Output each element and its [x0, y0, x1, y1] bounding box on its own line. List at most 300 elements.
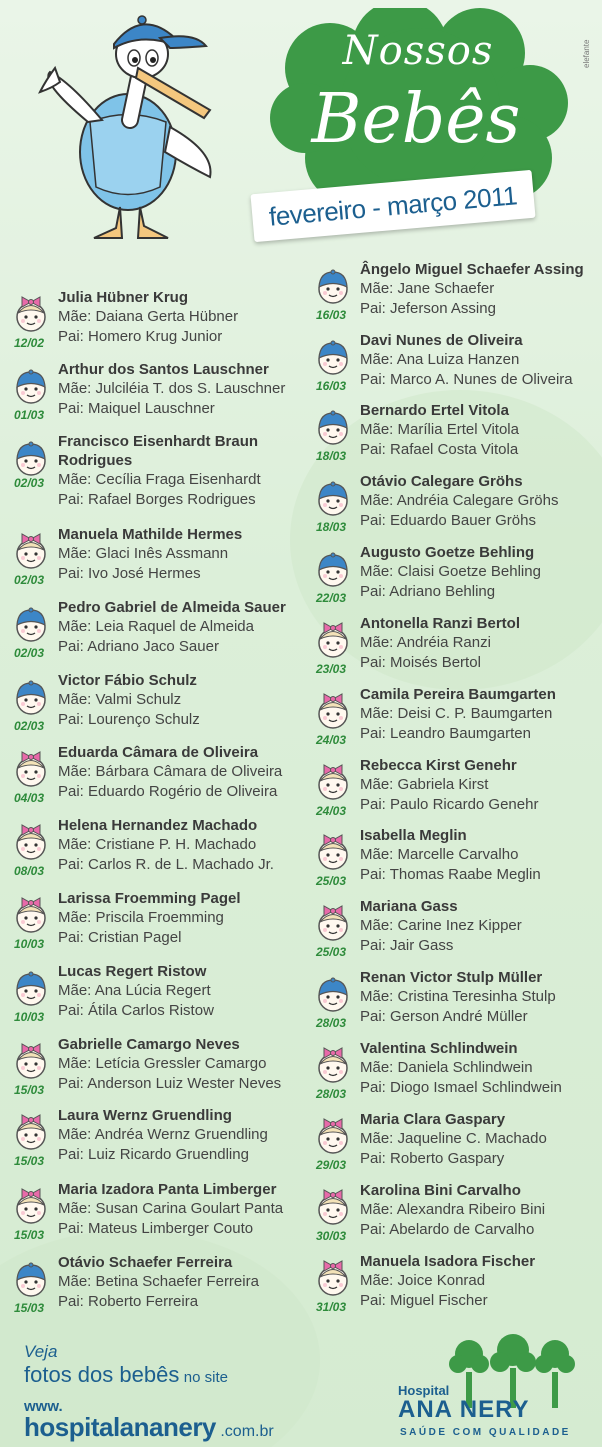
mother-label: Mãe: — [360, 634, 394, 651]
baby-name: Augusto Goetze Behling — [360, 544, 535, 561]
logo-hospital-name: ANA NERY — [398, 1396, 530, 1423]
mother-label: Mãe: — [58, 545, 92, 562]
father-label: Pai: — [360, 725, 386, 742]
baby-birth-date: 18/03 — [315, 449, 347, 463]
mother-label: Mãe: — [58, 763, 92, 780]
mother-line — [360, 1129, 602, 1148]
mother-line — [58, 981, 310, 1000]
father-name: Cristian Pagel — [88, 929, 182, 946]
baby-birth-date: 16/03 — [315, 308, 347, 322]
baby-birth-date: 15/03 — [13, 1083, 45, 1097]
father-name: Átila Carlos Ristow — [88, 1002, 214, 1019]
father-name: Ivo José Hermes — [88, 565, 201, 582]
baby-entry — [12, 1253, 312, 1319]
baby-girl-icon — [314, 1047, 352, 1085]
mother-name: Julciléia T. dos S. Lauschner — [95, 380, 286, 397]
baby-name: Antonella Ranzi Bertol — [360, 615, 521, 632]
baby-entry — [314, 472, 602, 538]
father-line — [58, 1219, 310, 1238]
baby-birth-date: 25/03 — [315, 874, 347, 888]
baby-girl-icon — [12, 897, 50, 935]
father-name: Roberto Ferreira — [88, 1293, 199, 1310]
father-label: Pai: — [58, 856, 84, 873]
mother-name: Deisi C. P. Baumgarten — [397, 705, 553, 722]
baby-birth-date: 15/03 — [13, 1154, 45, 1168]
date-range-banner: fevereiro - março 2011 — [250, 170, 535, 242]
baby-name: Lucas Regert Ristow — [58, 963, 207, 980]
mother-line — [360, 491, 602, 510]
father-line — [58, 399, 310, 418]
father-name: Anderson Luiz Wester Neves — [87, 1075, 282, 1092]
father-label: Pai: — [360, 300, 386, 317]
baby-name: Laura Wernz Gruendling — [58, 1107, 232, 1124]
father-label: Pai: — [360, 371, 386, 388]
baby-name: Manuela Mathilde Hermes — [58, 526, 243, 543]
mother-label: Mãe: — [360, 1059, 394, 1076]
mother-label: Mãe: — [58, 691, 92, 708]
mother-line — [58, 1125, 310, 1144]
baby-girl-icon — [12, 1114, 50, 1152]
baby-birth-date: 23/03 — [315, 662, 347, 676]
mother-label: Mãe: — [58, 618, 92, 635]
father-line — [360, 653, 602, 672]
baby-girl-icon — [314, 1189, 352, 1227]
mother-label: Mãe: — [360, 351, 394, 368]
father-line — [360, 795, 602, 814]
mother-line — [58, 762, 310, 781]
father-name: Maiquel Lauschner — [88, 400, 215, 417]
baby-entry — [314, 614, 602, 680]
father-label: Pai: — [360, 583, 386, 600]
father-label: Pai: — [360, 1221, 386, 1238]
baby-birth-date: 22/03 — [315, 591, 347, 605]
baby-name: Arthur dos Santos Lauschner — [58, 361, 269, 378]
father-line — [360, 370, 602, 389]
mother-name: Gabriela Kirst — [397, 776, 489, 793]
baby-boy-icon — [314, 268, 352, 306]
baby-entry — [12, 671, 312, 737]
mother-label: Mãe: — [58, 982, 92, 999]
father-name: Miguel Fischer — [390, 1292, 488, 1309]
father-name: Abelardo de Carvalho — [389, 1221, 535, 1238]
mother-label: Mãe: — [58, 1055, 92, 1072]
baby-girl-icon — [314, 905, 352, 943]
baby-entry — [314, 1039, 602, 1105]
footer-site-name: hospitalananery — [24, 1412, 216, 1442]
baby-entry — [314, 1252, 602, 1318]
father-name: Eduardo Bauer Gröhs — [390, 512, 536, 529]
baby-girl-icon — [12, 296, 50, 334]
father-name: Homero Krug Junior — [88, 328, 223, 345]
father-line — [360, 1220, 602, 1239]
baby-name: Rebecca Kirst Genehr — [360, 757, 517, 774]
mother-line — [58, 1272, 310, 1291]
father-name: Thomas Raabe Meglin — [389, 866, 541, 883]
baby-name: Maria Clara Gaspary — [360, 1111, 506, 1128]
mother-line — [360, 1058, 602, 1077]
baby-entry — [314, 826, 602, 892]
father-line — [58, 1001, 310, 1020]
father-line — [360, 1078, 602, 1097]
baby-birth-date: 24/03 — [315, 804, 347, 818]
father-label: Pai: — [58, 328, 84, 345]
mother-name: Ana Luiza Hanzen — [396, 351, 520, 368]
baby-boy-icon — [12, 1261, 50, 1299]
father-label: Pai: — [360, 866, 386, 883]
father-line — [360, 724, 602, 743]
baby-entry — [12, 962, 312, 1028]
baby-entry — [314, 1110, 602, 1176]
mother-name: Ana Lúcia Regert — [94, 982, 211, 999]
father-name: Roberto Gaspary — [390, 1150, 505, 1167]
mother-name: Letícia Gressler Camargo — [95, 1055, 267, 1072]
baby-birth-date: 10/03 — [13, 937, 45, 951]
father-line — [58, 782, 310, 801]
baby-entry — [314, 1181, 602, 1247]
baby-name: Pedro Gabriel de Almeida Sauer — [58, 599, 286, 616]
mother-line — [360, 775, 602, 794]
father-name: Jair Gass — [390, 937, 454, 954]
mother-name: Priscila Froemming — [95, 909, 224, 926]
mother-label: Mãe: — [58, 836, 92, 853]
father-name: Mateus Limberger Couto — [88, 1220, 254, 1237]
father-line — [360, 1007, 602, 1026]
mother-label: Mãe: — [58, 380, 92, 397]
baby-name: Otávio Schaefer Ferreira — [58, 1254, 233, 1271]
father-name: Adriano Jaco Sauer — [87, 638, 219, 655]
mother-line — [360, 562, 602, 581]
baby-birth-date: 29/03 — [315, 1158, 347, 1172]
father-label: Pai: — [58, 1146, 84, 1163]
footer-www: www. — [24, 1398, 63, 1415]
father-name: Rafael Costa Vitola — [390, 441, 519, 458]
mother-name: Betina Schaefer Ferreira — [95, 1273, 259, 1290]
baby-boy-icon — [12, 368, 50, 406]
father-name: Rafael Borges Rodrigues — [88, 491, 256, 508]
baby-entry — [314, 543, 602, 609]
father-label: Pai: — [58, 1220, 84, 1237]
baby-birth-date: 15/03 — [13, 1301, 45, 1315]
mother-line — [58, 908, 310, 927]
mother-line — [58, 470, 310, 489]
baby-name: Isabella Meglin — [360, 827, 467, 844]
mother-name: Marília Ertel Vitola — [397, 421, 519, 438]
baby-name: Larissa Froemming Pagel — [58, 890, 241, 907]
mother-label: Mãe: — [360, 492, 394, 509]
father-label: Pai: — [360, 1292, 386, 1309]
baby-name: Manuela Isadora Fischer — [360, 1253, 536, 1270]
father-name: Moisés Bertol — [390, 654, 481, 671]
father-label: Pai: — [58, 1002, 84, 1019]
mother-label: Mãe: — [58, 909, 92, 926]
baby-boy-icon — [314, 480, 352, 518]
father-line — [58, 637, 310, 656]
baby-entry — [12, 598, 312, 664]
mother-name: Alexandra Ribeiro Bini — [396, 1201, 546, 1218]
father-line — [58, 928, 310, 947]
father-label: Pai: — [58, 1075, 84, 1092]
father-line — [360, 1149, 602, 1168]
mother-line — [360, 704, 602, 723]
baby-girl-icon — [12, 533, 50, 571]
father-label: Pai: — [58, 565, 84, 582]
baby-birth-date: 12/02 — [13, 336, 45, 350]
mother-line — [360, 633, 602, 652]
father-label: Pai: — [360, 654, 386, 671]
baby-boy-icon — [314, 339, 352, 377]
father-name: Leandro Baumgarten — [390, 725, 531, 742]
father-name: Paulo Ricardo Genehr — [390, 796, 539, 813]
baby-entry — [12, 288, 312, 354]
mother-label: Mãe: — [360, 917, 394, 934]
title-line-1: Nossos — [342, 28, 494, 74]
baby-entry — [12, 1180, 312, 1246]
mother-label: Mãe: — [58, 471, 92, 488]
baby-girl-icon — [12, 1043, 50, 1081]
father-line — [360, 1291, 602, 1310]
baby-entry — [314, 968, 602, 1034]
baby-birth-date: 28/03 — [315, 1016, 347, 1030]
mother-line — [360, 1200, 602, 1219]
baby-birth-date: 10/03 — [13, 1010, 45, 1024]
mother-line — [58, 379, 310, 398]
father-label: Pai: — [360, 1008, 386, 1025]
father-label: Pai: — [360, 937, 386, 954]
baby-name: Camila Pereira Baumgarten — [360, 686, 556, 703]
logo-tagline: SAÚDE COM QUALIDADE — [400, 1427, 571, 1438]
mother-line — [360, 987, 602, 1006]
father-name: Luiz Ricardo Gruendling — [88, 1146, 249, 1163]
baby-name: Karolina Bini Carvalho — [360, 1182, 521, 1199]
mother-name: Carine Inez Kipper — [397, 917, 522, 934]
baby-birth-date: 02/03 — [13, 646, 45, 660]
baby-name: Maria Izadora Panta Limberger — [58, 1181, 277, 1198]
father-name: Gerson André Müller — [390, 1008, 528, 1025]
baby-girl-icon — [314, 834, 352, 872]
baby-birth-date: 30/03 — [315, 1229, 347, 1243]
father-label: Pai: — [58, 929, 84, 946]
father-label: Pai: — [58, 491, 84, 508]
baby-entry — [12, 360, 312, 426]
baby-birth-date: 18/03 — [315, 520, 347, 534]
baby-entry — [12, 889, 312, 955]
baby-girl-icon — [12, 1188, 50, 1226]
baby-boy-icon — [314, 551, 352, 589]
baby-boy-icon — [12, 970, 50, 1008]
father-line — [58, 1145, 310, 1164]
footer-no-site: no site — [183, 1369, 228, 1386]
mother-label: Mãe: — [58, 1200, 92, 1217]
mother-label: Mãe: — [360, 1272, 394, 1289]
baby-entry — [314, 401, 602, 467]
baby-name: Davi Nunes de Oliveira — [360, 332, 523, 349]
mother-line — [58, 1054, 310, 1073]
baby-name: Francisco Eisenhardt Braun Rodrigues — [58, 433, 259, 469]
father-label: Pai: — [58, 1293, 84, 1310]
father-label: Pai: — [58, 400, 84, 417]
mother-name: Susan Carina Goulart Panta — [95, 1200, 284, 1217]
mother-label: Mãe: — [360, 1130, 394, 1147]
father-name: Marco A. Nunes de Oliveira — [390, 371, 573, 388]
mother-name: Claisi Goetze Behling — [397, 563, 541, 580]
footer-photos-line — [24, 1362, 228, 1388]
father-label: Pai: — [360, 441, 386, 458]
baby-birth-date: 28/03 — [315, 1087, 347, 1101]
father-line — [360, 936, 602, 955]
baby-entry — [314, 756, 602, 822]
baby-boy-icon — [314, 976, 352, 1014]
mother-label: Mãe: — [360, 563, 394, 580]
footer-site-link[interactable] — [24, 1412, 274, 1443]
baby-girl-icon — [314, 693, 352, 731]
mother-label: Mãe: — [360, 705, 394, 722]
baby-name: Mariana Gass — [360, 898, 458, 915]
baby-entry — [12, 1106, 312, 1172]
baby-entry — [314, 331, 602, 397]
mother-line — [58, 690, 310, 709]
baby-birth-date: 08/03 — [13, 864, 45, 878]
mother-line — [58, 544, 310, 563]
footer-site-tld: .com.br — [220, 1423, 274, 1440]
father-label: Pai: — [360, 512, 386, 529]
father-name: Jeferson Assing — [390, 300, 496, 317]
baby-name: Bernardo Ertel Vitola — [360, 402, 509, 419]
mother-line — [360, 420, 602, 439]
mother-label: Mãe: — [58, 308, 92, 325]
mother-label: Mãe: — [360, 1201, 394, 1218]
father-line — [360, 582, 602, 601]
baby-name: Julia Hübner Krug — [58, 289, 189, 306]
father-label: Pai: — [58, 783, 84, 800]
mother-label: Mãe: — [360, 280, 394, 297]
mother-name: Joice Konrad — [397, 1272, 486, 1289]
baby-name: Valentina Schlindwein — [360, 1040, 518, 1057]
baby-entry — [12, 816, 312, 882]
father-line — [360, 299, 602, 318]
father-label: Pai: — [58, 638, 84, 655]
mother-name: Daniela Schlindwein — [397, 1059, 533, 1076]
baby-birth-date: 25/03 — [315, 945, 347, 959]
father-line — [58, 490, 310, 509]
baby-girl-icon — [314, 622, 352, 660]
mother-name: Daiana Gerta Hübner — [95, 308, 239, 325]
mother-name: Bárbara Câmara de Oliveira — [95, 763, 283, 780]
mother-name: Andréia Calegare Gröhs — [396, 492, 559, 509]
mother-line — [58, 307, 310, 326]
baby-birth-date: 02/03 — [13, 476, 45, 490]
mother-name: Cristiane P. H. Machado — [95, 836, 257, 853]
mother-line — [360, 916, 602, 935]
baby-girl-icon — [314, 1260, 352, 1298]
father-line — [58, 327, 310, 346]
footer-veja: Veja — [24, 1342, 58, 1361]
stork-mascot-icon — [10, 2, 260, 252]
father-line — [58, 1074, 310, 1093]
baby-birth-date: 02/03 — [13, 573, 45, 587]
baby-girl-icon — [314, 764, 352, 802]
father-name: Lourenço Schulz — [88, 711, 200, 728]
baby-birth-date: 01/03 — [13, 408, 45, 422]
baby-entry — [12, 525, 312, 591]
father-line — [360, 511, 602, 530]
baby-girl-icon — [12, 751, 50, 789]
baby-birth-date: 31/03 — [315, 1300, 347, 1314]
mother-name: Andréa Wernz Gruendling — [94, 1126, 268, 1143]
side-brand-label: elefante — [582, 39, 591, 68]
baby-name: Victor Fábio Schulz — [58, 672, 197, 689]
mother-line — [58, 617, 310, 636]
baby-birth-date: 04/03 — [13, 791, 45, 805]
mother-name: Jane Schaefer — [397, 280, 495, 297]
baby-boy-icon — [314, 409, 352, 447]
mother-name: Andréia Ranzi — [396, 634, 491, 651]
baby-girl-icon — [12, 824, 50, 862]
mother-label: Mãe: — [360, 988, 394, 1005]
baby-name: Eduarda Câmara de Oliveira — [58, 744, 259, 761]
title-line-2: Bebês — [311, 80, 521, 159]
mother-line — [360, 350, 602, 369]
mother-label: Mãe: — [58, 1126, 92, 1143]
father-line — [360, 440, 602, 459]
logo-hospital-word: Hospital — [398, 1383, 450, 1398]
baby-name: Helena Hernandez Machado — [58, 817, 258, 834]
baby-entry — [314, 897, 602, 963]
mother-name: Valmi Schulz — [95, 691, 182, 708]
father-name: Adriano Behling — [389, 583, 496, 600]
mother-name: Cecília Fraga Eisenhardt — [95, 471, 261, 488]
baby-entry — [12, 1035, 312, 1101]
baby-entry — [314, 260, 602, 326]
father-label: Pai: — [360, 1150, 386, 1167]
mother-line — [360, 1271, 602, 1290]
baby-name: Ângelo Miguel Schaefer Assing — [360, 261, 584, 278]
baby-birth-date: 15/03 — [13, 1228, 45, 1242]
mother-line — [58, 1199, 310, 1218]
baby-boy-icon — [12, 440, 50, 478]
father-line — [58, 564, 310, 583]
father-line — [58, 855, 310, 874]
baby-name: Gabrielle Camargo Neves — [58, 1036, 240, 1053]
mother-line — [360, 279, 602, 298]
baby-entry — [314, 685, 602, 751]
header — [0, 0, 602, 260]
mother-name: Marcelle Carvalho — [397, 846, 519, 863]
father-label: Pai: — [58, 711, 84, 728]
mother-line — [58, 835, 310, 854]
mother-name: Cristina Teresinha Stulp — [397, 988, 556, 1005]
mother-label: Mãe: — [58, 1273, 92, 1290]
baby-girl-icon — [314, 1118, 352, 1156]
father-label: Pai: — [360, 1079, 386, 1096]
father-label: Pai: — [360, 796, 386, 813]
mother-label: Mãe: — [360, 846, 394, 863]
baby-boy-icon — [12, 606, 50, 644]
baby-entry — [12, 432, 312, 518]
mother-name: Jaqueline C. Machado — [397, 1130, 547, 1147]
father-line — [58, 710, 310, 729]
father-name: Carlos R. de L. Machado Jr. — [88, 856, 274, 873]
footer-photos-text: fotos dos bebês — [24, 1362, 180, 1387]
father-name: Eduardo Rogério de Oliveira — [88, 783, 278, 800]
mother-label: Mãe: — [360, 776, 394, 793]
baby-name: Renan Victor Stulp Müller — [360, 969, 543, 986]
mother-name: Glaci Inês Assmann — [95, 545, 229, 562]
baby-birth-date: 02/03 — [13, 719, 45, 733]
father-name: Diogo Ismael Schlindwein — [390, 1079, 562, 1096]
father-line — [58, 1292, 310, 1311]
baby-birth-date: 16/03 — [315, 379, 347, 393]
mother-line — [360, 845, 602, 864]
